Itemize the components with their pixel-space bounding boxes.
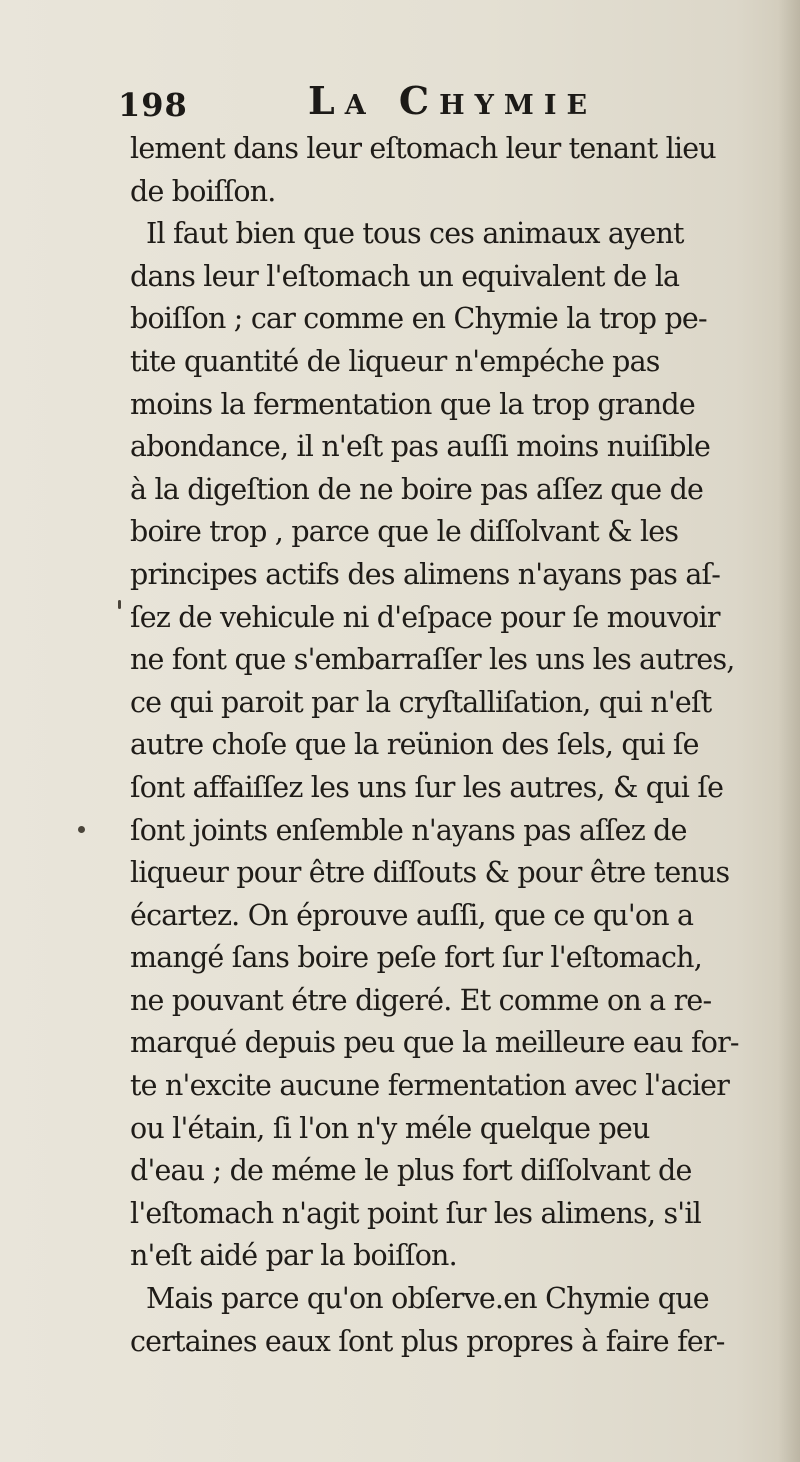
text-line: ſont joints enſemble n'ayans pas aſſez de xyxy=(130,813,687,847)
text-line: boiſſon ; car comme en Chymie la trop pe- xyxy=(130,302,707,336)
text-line: ne pouvant étre digeré. Et comme on a re- xyxy=(130,983,712,1017)
text-line: Il faut bien que tous ces animaux ayent xyxy=(146,217,684,251)
text-line: ſont affaiſſez les uns ſur les autres, & qui ſe xyxy=(130,770,724,804)
text-line: ne font que s'embarraſſer les uns les autres, xyxy=(130,643,735,677)
text-line: l'eſtomach n'agit point ſur les alimens, s'il xyxy=(130,1196,701,1230)
running-title: La Chymie xyxy=(308,78,598,123)
text-line: d'eau ; de méme le plus fort diſſolvant de xyxy=(130,1154,692,1188)
text-line: ce qui paroit par la cryſtalliſation, qui n'eſt xyxy=(130,685,712,719)
ink-speck xyxy=(118,600,121,609)
text-line: n'eſt aidé par la boiſſon. xyxy=(130,1239,457,1273)
body-text xyxy=(130,128,798,1363)
text-line: Mais parce qu'on obſerve.en Chymie que xyxy=(146,1282,709,1316)
text-line: ou l'étain, ſi l'on n'y méle quelque peu xyxy=(130,1111,650,1145)
text-line: liqueur pour être diſſouts & pour être tenus xyxy=(130,856,730,890)
text-line: abondance, il n'eſt pas auſſi moins nuiſible xyxy=(130,430,711,464)
text-line: te n'excite aucune fermentation avec l'acier xyxy=(130,1069,730,1103)
text-line: boire trop , parce que le diſſolvant & les xyxy=(130,515,679,549)
text-line: certaines eaux ſont plus propres à faire fer- xyxy=(130,1324,725,1358)
text-line: dans leur l'eſtomach un equivalent de la xyxy=(130,259,680,293)
text-line: autre choſe que la reünion des ſels, qui ſe xyxy=(130,728,699,762)
text-line: marqué depuis peu que la meilleure eau for- xyxy=(130,1026,739,1060)
text-line: tite quantité de liqueur n'empéche pas xyxy=(130,344,660,378)
text-line: à la digeſtion de ne boire pas aſſez que de xyxy=(130,472,704,506)
text-line: de boiſſon. xyxy=(130,174,276,208)
page-header xyxy=(118,78,678,128)
text-line: lement dans leur eſtomach leur tenant lieu xyxy=(130,132,716,165)
text-line: moins la fermentation que la trop grande xyxy=(130,387,695,421)
text-line: écartez. On éprouve auſſi, que ce qu'on a xyxy=(130,898,694,932)
ink-speck xyxy=(78,826,85,833)
text-line: principes actifs des alimens n'ayans pas aſ- xyxy=(130,557,721,591)
page-number: 198 xyxy=(118,86,188,124)
text-line: mangé ſans boire peſe fort ſur l'eſtomach, xyxy=(130,941,702,975)
text-line: ſez de vehicule ni d'eſpace pour ſe mouvoir xyxy=(130,600,720,634)
